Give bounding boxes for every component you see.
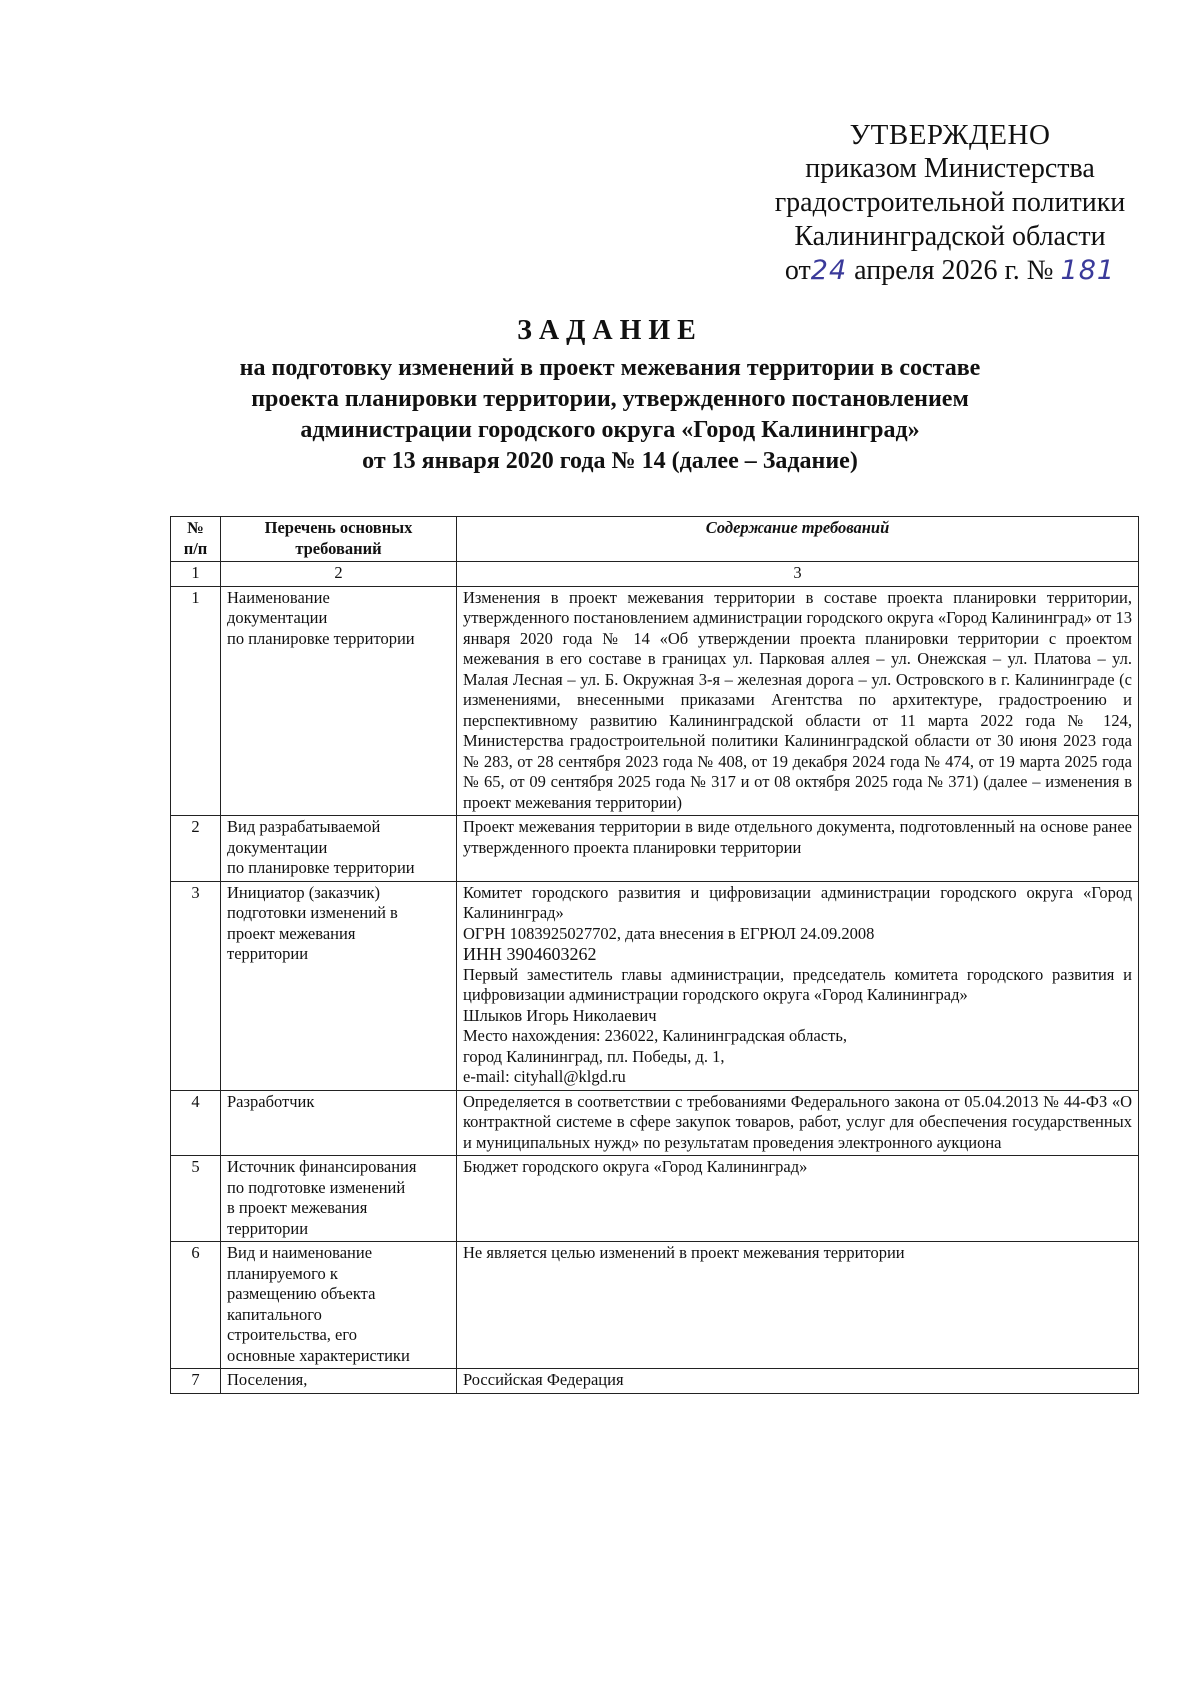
title-line-3: администрации городского округа «Город Калининград» [300,417,920,443]
title-line-4: от 13 января 2020 года № 14 (далее – Задание) [362,448,858,474]
title-line-2: проекта планировки территории, утвержденного постановлением [251,386,969,412]
customer-address-1: Место нахождения: 236022, Калининградская область, [463,1026,847,1045]
header-number: № п/п [171,517,221,562]
title-line-1: на подготовку изменений в проект межевания территории в составе [239,355,981,381]
row-number: 5 [171,1156,221,1242]
row-content: Российская Федерация [457,1369,1139,1394]
table-header-row [171,517,1139,562]
table-row [171,586,1139,816]
approval-line-3: Калининградской области [794,221,1106,252]
row-number: 1 [171,586,221,816]
row-requirement: Поселения, [221,1369,457,1394]
row-number: 2 [171,816,221,882]
column-number-3: 3 [457,562,1139,587]
customer-email: e-mail: cityhall@klgd.ru [463,1067,626,1086]
approval-day-handwritten: 24 [810,255,848,286]
row-requirement: Источник финансирования по подготовке изменений в проект межевания территории [221,1156,457,1242]
approval-line-1: приказом Министерства [805,153,1095,184]
title-main: ЗАДАНИЕ [517,315,703,346]
requirements-table [170,516,1139,1394]
table-row [171,1242,1139,1369]
table-row [171,1156,1139,1242]
row-content: Не является целью изменений в проект межевания территории [457,1242,1139,1369]
row-content: Изменения в проект межевания территории в составе проекта планировки территории, утвержденного постановлением администрации городского округа «Город Калининград» от 13 января 2020 года № 14 «Об утверждении проекта планировки территории с проектом межевания в его составе в границах ул. Парковая аллея – ул. Онежская – ул. Платова – ул. Малая Лесная – ул. Б. Окружная 3-я – железная дорога – ул. Островского в г. Калининграде (с изменениями, внесенными приказами Агентства по архитектуре, градостроению и перспективному развитию Калининградской области от 11 марта 2022 года № 124, Министерства градостроительной политики Калининградской области от 30 июня 2023 года № 283, от 28 сентября 2023 года № 408, от 19 декабря 2024 года № 474, от 19 марта 2025 года № 65, от 09 сентября 2025 года № 317 и от 08 октября 2025 года № 371) (далее – изменения в проект межевания территории) [457,586,1139,816]
approval-date-middle: апреля 2026 г. № [854,255,1054,286]
row-content: Определяется в соответствии с требованиями Федерального закона от 05.04.2013 № 44-ФЗ «О контрактной системе в сфере закупок товаров, работ, услуг для обеспечения государственных и муниципальных нужд» по результатам проведения электронного аукциона [457,1090,1139,1156]
row-requirement: Разработчик [221,1090,457,1156]
customer-ogrn: ОГРН 1083925027702, дата внесения в ЕГРЮЛ 24.09.2008 [463,923,875,943]
row-number: 6 [171,1242,221,1369]
table-row [171,816,1139,882]
row-requirement: Вид разрабатываемой документации по планировке территории [221,816,457,882]
column-number-1: 1 [171,562,221,587]
row-number: 7 [171,1369,221,1394]
approval-date-prefix: от [784,255,811,286]
approval-number-handwritten: 181 [1060,255,1116,286]
row-content: Проект межевания территории в виде отдельного документа, подготовленный на основе ранее утвержденного проекта планировки территории [457,816,1139,882]
row-number: 4 [171,1090,221,1156]
row-requirement: Наименование документации по планировке территории [221,586,457,816]
customer-inn: ИНН 3904603262 [463,944,597,964]
row-content: Бюджет городского округа «Город Калининград» [457,1156,1139,1242]
customer-address-2: город Калининград, пл. Победы, д. 1, [463,1046,725,1066]
column-numbers-row [171,562,1139,587]
table-row [171,881,1139,1090]
table-row [171,1369,1139,1394]
column-number-2: 2 [221,562,457,587]
approval-line-2: градостроительной политики [774,187,1126,218]
approval-date-line [760,254,1140,288]
header-requirements-content: Содержание требований [457,517,1139,562]
customer-head-name: Шлыков Игорь Николаевич [463,1005,657,1025]
approval-stamp [760,118,1140,288]
row-requirement: Инициатор (заказчик) подготовки изменений в проект межевания территории [221,881,457,1090]
row-content [457,881,1139,1090]
document-title [150,315,1070,477]
customer-head-position: Первый заместитель главы администрации, председатель комитета городского развития и цифровизации администрации городского округа «Город Калининград» [463,964,1132,1004]
row-requirement: Вид и наименование планируемого к размещению объекта капитального строительства, его основные характеристики [221,1242,457,1369]
header-requirements-list: Перечень основных требований [221,517,457,562]
customer-name: Комитет городского развития и цифровизации администрации городского округа «Город Калининград» [463,882,1132,922]
row-number: 3 [171,881,221,1090]
table-row [171,1090,1139,1156]
approval-heading: УТВЕРЖДЕНО [849,119,1051,151]
